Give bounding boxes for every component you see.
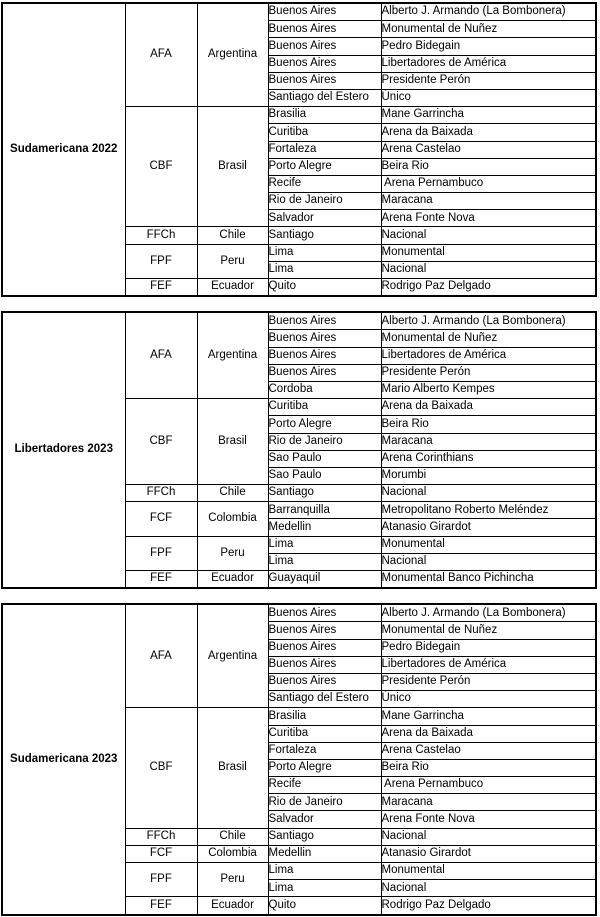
city-cell: Brasilia: [268, 107, 381, 124]
federation-cell: FPF: [125, 244, 197, 278]
stadium-cell: Libertadores de América: [381, 656, 596, 673]
venues-table-1: [1, 2, 597, 297]
stadium-cell: Monumental de Nuñez: [381, 622, 596, 639]
stadium-cell: Arena da Baixada: [381, 725, 596, 742]
country-cell: Chile: [197, 227, 268, 244]
stadium-cell: Monumental de Nuñez: [381, 21, 596, 38]
city-cell: Santiago: [268, 828, 381, 845]
country-cell: Ecuador: [197, 279, 268, 297]
federation-cell: FEF: [125, 571, 197, 589]
city-cell: Sao Paulo: [268, 467, 381, 484]
country-cell: Colombia: [197, 502, 268, 536]
city-cell: Sao Paulo: [268, 450, 381, 467]
city-cell: Buenos Aires: [268, 72, 381, 89]
country-cell: Brasil: [197, 708, 268, 828]
federation-cell: FEF: [125, 279, 197, 297]
country-cell: Chile: [197, 485, 268, 502]
city-cell: Lima: [268, 553, 381, 570]
country-cell: Brasil: [197, 107, 268, 227]
city-cell: Buenos Aires: [268, 347, 381, 364]
stadium-cell: Nacional: [381, 553, 596, 570]
federation-cell: FCF: [125, 502, 197, 536]
stadium-cell: Rodrigo Paz Delgado: [381, 897, 596, 915]
city-cell: Lima: [268, 536, 381, 553]
federation-cell: FCF: [125, 845, 197, 862]
city-cell: Salvador: [268, 210, 381, 227]
country-cell: Colombia: [197, 845, 268, 862]
city-cell: Curitiba: [268, 399, 381, 416]
city-cell: Buenos Aires: [268, 38, 381, 55]
city-cell: Rio de Janeiro: [268, 193, 381, 210]
city-cell: Porto Alegre: [268, 416, 381, 433]
stadium-cell: Beira Rio: [381, 158, 596, 175]
stadium-cell: Arena Pernambuco: [381, 777, 596, 794]
stadium-cell: Morumbi: [381, 467, 596, 484]
stadium-cell: Arena Corinthians: [381, 450, 596, 467]
federation-cell: CBF: [125, 399, 197, 485]
city-cell: Santiago: [268, 227, 381, 244]
tournament-name-cell: Libertadores 2023: [2, 312, 125, 588]
tournament-name-cell: Sudamericana 2023: [2, 604, 125, 914]
city-cell: Buenos Aires: [268, 622, 381, 639]
stadium-cell: Atanasio Girardot: [381, 519, 596, 536]
country-cell: Peru: [197, 536, 268, 570]
country-cell: Argentina: [197, 604, 268, 708]
country-cell: Argentina: [197, 3, 268, 107]
federation-cell: FFCh: [125, 227, 197, 244]
stadium-cell: Monumental Banco Pichincha: [381, 571, 596, 589]
stadium-cell: Monumental: [381, 536, 596, 553]
city-cell: Porto Alegre: [268, 158, 381, 175]
federation-cell: FPF: [125, 863, 197, 897]
federation-cell: AFA: [125, 3, 197, 107]
venues-table-3: [1, 603, 597, 915]
stadium-cell: Alberto J. Armando (La Bombonera): [381, 604, 596, 622]
stadium-cell: Arena da Baixada: [381, 124, 596, 141]
country-cell: Ecuador: [197, 571, 268, 589]
city-cell: Santiago del Estero: [268, 691, 381, 708]
stadium-cell: Nacional: [381, 261, 596, 278]
city-cell: Buenos Aires: [268, 330, 381, 347]
stadium-cell: Presidente Perón: [381, 673, 596, 690]
city-cell: Curitiba: [268, 725, 381, 742]
stadium-cell: Rodrigo Paz Delgado: [381, 279, 596, 297]
stadium-cell: Único: [381, 89, 596, 106]
city-cell: Medellin: [268, 519, 381, 536]
city-cell: Recife: [268, 777, 381, 794]
stadium-cell: Único: [381, 691, 596, 708]
city-cell: Buenos Aires: [268, 604, 381, 622]
city-cell: Quito: [268, 897, 381, 915]
stadium-cell: Alberto J. Armando (La Bombonera): [381, 3, 596, 21]
city-cell: Santiago: [268, 485, 381, 502]
city-cell: Santiago del Estero: [268, 89, 381, 106]
city-cell: Medellin: [268, 845, 381, 862]
city-cell: Buenos Aires: [268, 3, 381, 21]
federation-cell: FEF: [125, 897, 197, 915]
stadium-cell: Libertadores de América: [381, 347, 596, 364]
stadium-cell: Mane Garrincha: [381, 708, 596, 725]
country-cell: Argentina: [197, 312, 268, 398]
country-cell: Ecuador: [197, 897, 268, 915]
city-cell: Guayaquil: [268, 571, 381, 589]
city-cell: Cordoba: [268, 381, 381, 398]
stadium-cell: Metropolitano Roberto Meléndez: [381, 502, 596, 519]
stadium-cell: Nacional: [381, 485, 596, 502]
stadium-cell: Nacional: [381, 880, 596, 897]
federation-cell: CBF: [125, 708, 197, 828]
federation-cell: CBF: [125, 107, 197, 227]
city-cell: Porto Alegre: [268, 759, 381, 776]
stadium-cell: Presidente Perón: [381, 364, 596, 381]
city-cell: Barranquilla: [268, 502, 381, 519]
city-cell: Rio de Janeiro: [268, 794, 381, 811]
stadium-cell: Maracana: [381, 794, 596, 811]
stadium-cell: Presidente Perón: [381, 72, 596, 89]
tournament-name-cell: Sudamericana 2022: [2, 3, 125, 296]
city-cell: Buenos Aires: [268, 639, 381, 656]
federation-cell: FPF: [125, 536, 197, 570]
country-cell: Peru: [197, 863, 268, 897]
country-cell: Brasil: [197, 399, 268, 485]
venue-row: [2, 3, 596, 21]
venue-row: [2, 604, 596, 622]
city-cell: Lima: [268, 863, 381, 880]
federation-cell: AFA: [125, 604, 197, 708]
city-cell: Buenos Aires: [268, 55, 381, 72]
country-cell: Peru: [197, 244, 268, 278]
stadium-cell: Maracana: [381, 433, 596, 450]
city-cell: Fortaleza: [268, 742, 381, 759]
stadium-cell: Libertadores de América: [381, 55, 596, 72]
city-cell: Buenos Aires: [268, 656, 381, 673]
stadium-cell: Arena Castelao: [381, 141, 596, 158]
city-cell: Buenos Aires: [268, 21, 381, 38]
city-cell: Curitiba: [268, 124, 381, 141]
country-cell: Chile: [197, 828, 268, 845]
city-cell: Lima: [268, 880, 381, 897]
stadium-cell: Arena Castelao: [381, 742, 596, 759]
city-cell: Brasilia: [268, 708, 381, 725]
stadium-cell: Mario Alberto Kempes: [381, 381, 596, 398]
venues-table-2: [1, 311, 597, 589]
stadium-cell: Pedro Bidegain: [381, 38, 596, 55]
stadium-cell: Arena Fonte Nova: [381, 811, 596, 828]
stadium-cell: Arena da Baixada: [381, 399, 596, 416]
tables-container: [1, 2, 600, 916]
stadium-cell: Nacional: [381, 828, 596, 845]
stadium-cell: Monumental de Nuñez: [381, 330, 596, 347]
city-cell: Lima: [268, 244, 381, 261]
venue-row: [2, 312, 596, 330]
stadium-cell: Maracana: [381, 193, 596, 210]
stadium-cell: Mane Garrincha: [381, 107, 596, 124]
city-cell: Quito: [268, 279, 381, 297]
federation-cell: FFCh: [125, 485, 197, 502]
stadium-cell: Monumental: [381, 244, 596, 261]
city-cell: Lima: [268, 261, 381, 278]
stadium-cell: Pedro Bidegain: [381, 639, 596, 656]
city-cell: Buenos Aires: [268, 312, 381, 330]
stadium-cell: Atanasio Girardot: [381, 845, 596, 862]
stadium-cell: Beira Rio: [381, 759, 596, 776]
city-cell: Buenos Aires: [268, 364, 381, 381]
stadium-cell: Arena Pernambuco: [381, 175, 596, 192]
city-cell: Fortaleza: [268, 141, 381, 158]
city-cell: Buenos Aires: [268, 673, 381, 690]
federation-cell: FFCh: [125, 828, 197, 845]
city-cell: Salvador: [268, 811, 381, 828]
stadium-cell: Nacional: [381, 227, 596, 244]
city-cell: Rio de Janeiro: [268, 433, 381, 450]
stadium-cell: Alberto J. Armando (La Bombonera): [381, 312, 596, 330]
federation-cell: AFA: [125, 312, 197, 398]
stadium-cell: Arena Fonte Nova: [381, 210, 596, 227]
city-cell: Recife: [268, 175, 381, 192]
stadium-cell: Beira Rio: [381, 416, 596, 433]
stadium-cell: Monumental: [381, 863, 596, 880]
